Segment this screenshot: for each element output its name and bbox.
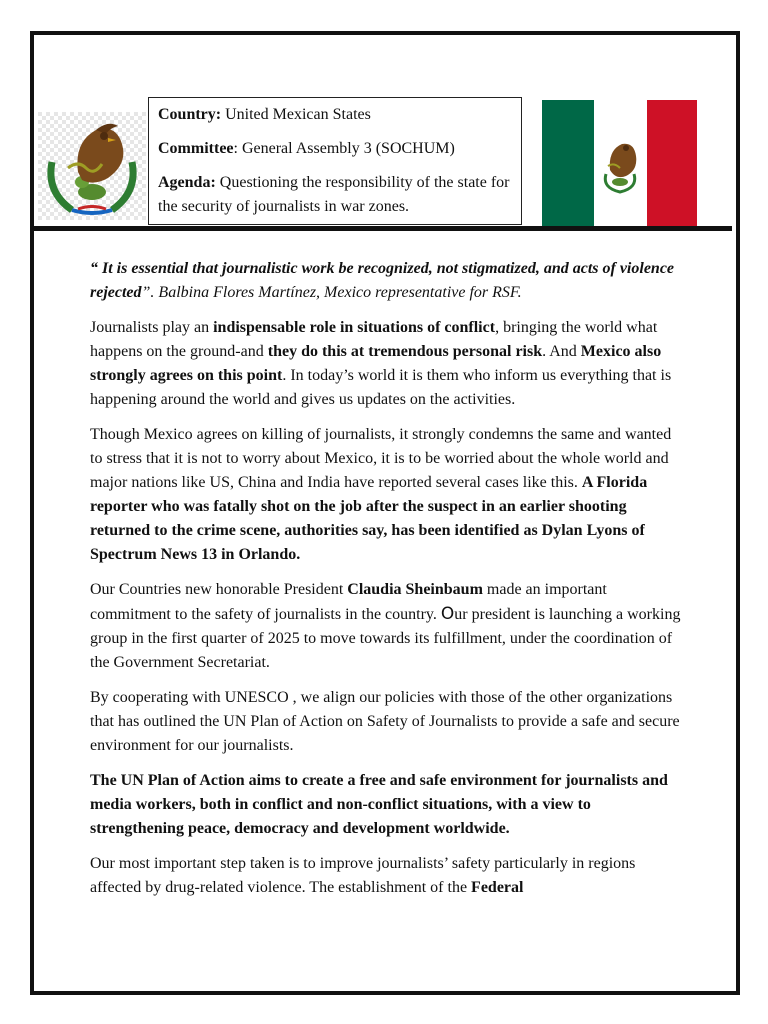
mexico-coat-of-arms-icon	[38, 112, 146, 220]
text-span: By cooperating with UNESCO , we align our policies with those of the other organizations that has outlined the UN Plan of Action on Safety of Journalists to provide a safe and secure environment for our journalists.	[90, 689, 680, 754]
bold-span: Mexico also strongly agrees on this point	[90, 343, 662, 384]
paragraph-condemnation	[90, 423, 682, 567]
bold-span: indispensable role in situations of conflict	[213, 319, 496, 336]
bold-span: Claudia Sheinbaum	[347, 581, 483, 598]
opening-quote	[90, 257, 682, 305]
text-span: Our Countries new honorable President	[90, 581, 348, 598]
bold-span: A Florida reporter who was fatally shot on the job after the suspect in an earlier shooting returned to the crime scene, authorities say, has been identified as Dylan Lyons of Spectrum News 13 in Orlando.	[90, 474, 648, 563]
quote-text: “ It is essential that journalistic work be recognized, not stigmatized, and acts of violence rejected	[90, 260, 675, 301]
agenda-label: Agenda:	[158, 174, 216, 191]
header-divider	[34, 226, 732, 231]
country-value: United Mexican States	[221, 106, 371, 123]
paragraph-safety-step	[90, 852, 682, 900]
committee-line	[158, 137, 512, 161]
text-span: Though Mexico agrees on killing of journalists, it strongly condemns the same and wanted to stress that it is not to worry about Mexico, it is to be worried about the whole world and major nations like US, China and India have reported several cases like this.	[90, 426, 672, 491]
delegation-info-box	[148, 97, 522, 225]
text-span: made an important commitment to the safety of journalists in the country.	[90, 581, 607, 623]
country-line	[158, 103, 512, 127]
text-span: . In today’s world it is them who inform us everything that is happening around the world and gives us updates on the activities.	[90, 367, 672, 408]
text-span: Journalists play an	[90, 319, 214, 336]
country-label: Country:	[158, 106, 222, 123]
paragraph-president-commitment	[90, 578, 682, 675]
paragraph-unesco	[90, 686, 682, 758]
quote-attribution: ”. Balbina Flores Martínez, Mexico representative for RSF.	[141, 284, 522, 301]
text-span: , bringing the world what happens on the ground-and	[90, 319, 658, 360]
position-paper-body	[90, 257, 682, 911]
text-span: ur president is launching a working group in the first quarter of 2025 to move towards its fulfillment, under the coordination of the Government Secretariat.	[90, 606, 681, 671]
committee-value: : General Assembly 3 (SOCHUM)	[233, 140, 455, 157]
bold-span: they do this at tremendous personal risk	[267, 343, 543, 360]
mexico-flag-icon	[542, 100, 697, 226]
paragraph-un-plan	[90, 769, 682, 841]
paragraph-role-of-journalists	[90, 316, 682, 412]
text-span: Our most important step taken is to improve journalists’ safety particularly in regions affected by drug-related violence. The establishment of the	[90, 855, 636, 896]
text-span: . And	[542, 343, 581, 360]
bold-span: Federal	[471, 879, 524, 896]
agenda-value: Questioning the responsibility of the state for the security of journalists in war zones.	[158, 174, 510, 215]
bold-span: The UN Plan of Action aims to create a free and safe environment for journalists and media workers, both in conflict and non-conflict situations, with a view to strengthening peace, democracy and development worldwide.	[90, 772, 668, 837]
committee-label: Committee	[158, 140, 234, 157]
agenda-line	[158, 171, 512, 219]
text-span: O	[440, 604, 455, 624]
